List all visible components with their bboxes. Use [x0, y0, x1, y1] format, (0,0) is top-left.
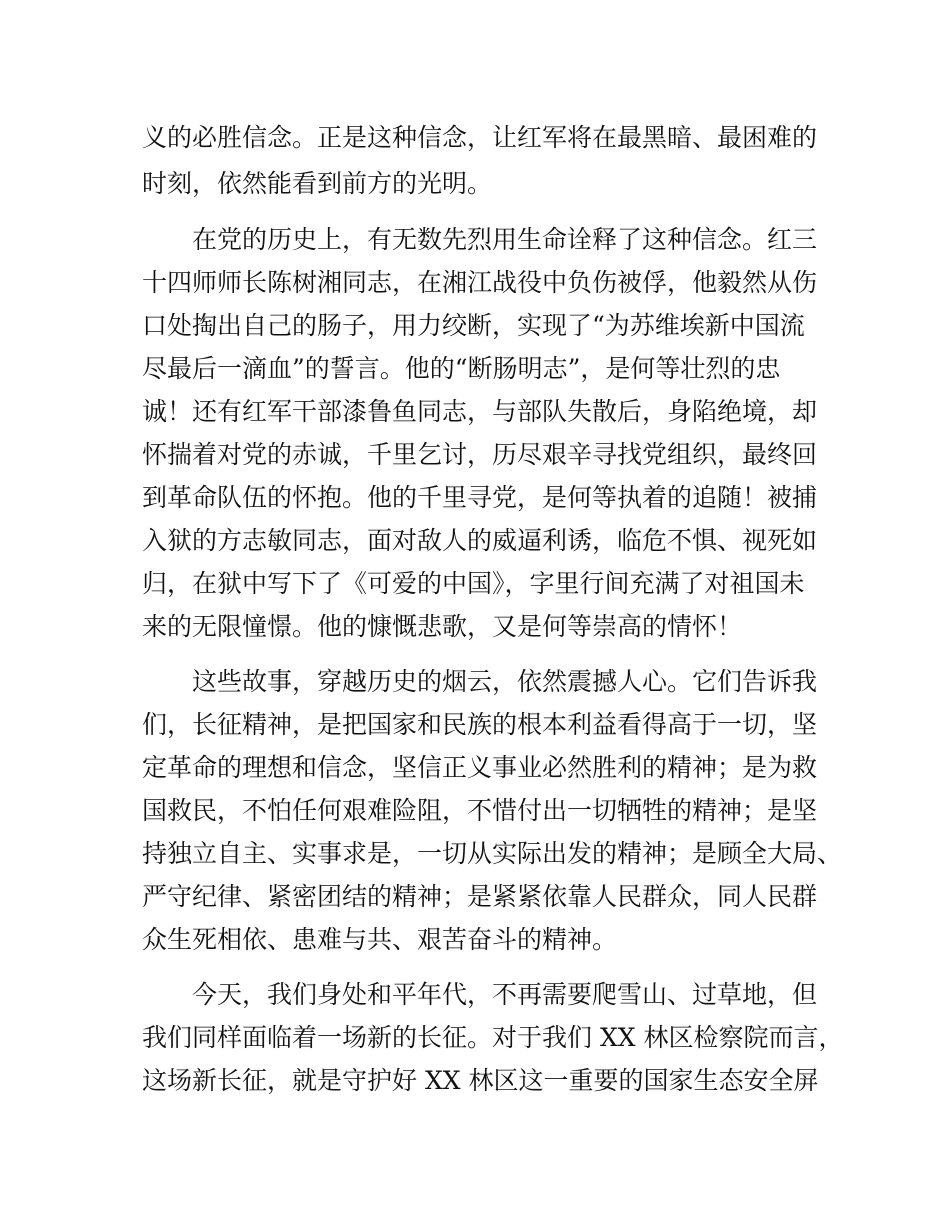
text-line: 这些故事，穿越历史的烟云，依然震撼人心。它们告诉我 — [142, 667, 818, 696]
text-line: 来的无限憧憬。他的慷慨悲歌，又是何等崇高的情怀！ — [142, 612, 743, 641]
text-line: 怀揣着对党的赤诚，千里乞讨，历尽艰辛寻找党组织，最终回 — [142, 440, 818, 469]
text-line: 尽最后一滴血”的誓言。他的“断肠明志”，是何等壮烈的忠 — [142, 354, 781, 383]
text-line: 到革命队伍的怀抱。他的千里寻党，是何等执着的追随！被捕 — [142, 483, 818, 512]
text-line: 诚！还有红军干部漆鲁鱼同志，与部队失散后，身陷绝境，却 — [142, 397, 818, 426]
text-line: 今天，我们身处和平年代，不再需要爬雪山、过草地，但 — [142, 980, 818, 1009]
text-line: 们，长征精神，是把国家和民族的根本利益看得高于一切，坚 — [142, 710, 818, 739]
text-line: 我们同样面临着一场新的长征。对于我们 XX 林区检察院而言， — [142, 1023, 844, 1052]
text-line: 定革命的理想和信念，坚信正义事业必然胜利的精神；是为救 — [142, 753, 818, 782]
text-line: 国救民，不怕任何艰难险阻，不惜付出一切牺牲的精神；是坚 — [142, 796, 818, 825]
text-line: 归，在狱中写下了《可爱的中国》，字里行间充满了对祖国未 — [142, 569, 805, 598]
text-line: 严守纪律、紧密团结的精神；是紧紧依靠人民群众，同人民群 — [142, 882, 818, 911]
text-line: 义的必胜信念。正是这种信念，让红军将在最黑暗、最困难的 — [142, 123, 818, 152]
text-line: 十四师师长陈树湘同志，在湘江战役中负伤被俘，他毅然从伤 — [142, 268, 818, 297]
text-line: 口处掏出自己的肠子，用力绞断，实现了“为苏维埃新中国流 — [142, 311, 805, 340]
text-line: 时刻，依然能看到前方的光明。 — [142, 169, 493, 198]
text-line: 众生死相依、患难与共、艰苦奋斗的精神。 — [142, 925, 618, 954]
text-line: 在党的历史上，有无数先烈用生命诠释了这种信念。红三 — [142, 225, 818, 254]
text-line: 入狱的方志敏同志，面对敌人的威逼利诱，临危不惧、视死如 — [142, 526, 818, 555]
text-line: 持独立自主、实事求是，一切从实际出发的精神；是顾全大局、 — [142, 839, 843, 868]
text-line: 这场新长征，就是守护好 XX 林区这一重要的国家生态安全屏 — [142, 1066, 819, 1095]
